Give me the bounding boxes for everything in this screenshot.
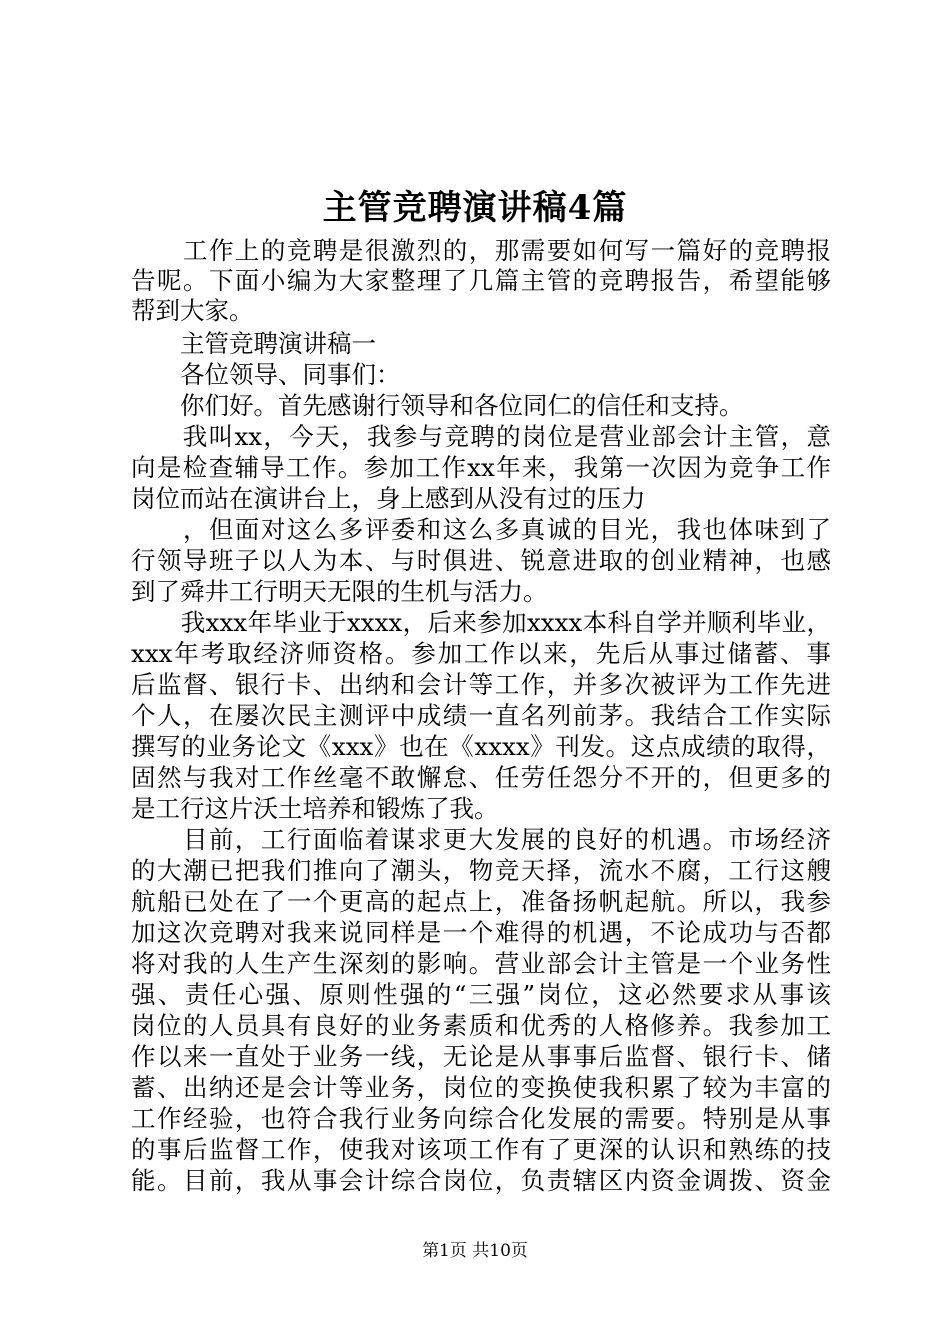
body-line: 能。目前，我从事会计综合岗位，负责辖区内资金调拨、资金 — [131, 1166, 831, 1195]
body-line: 你们好。首先感谢行领导和各位同仁的信任和支持。 — [131, 391, 744, 420]
body-line: 作以来一直处于业务一线，无论是从事事后监督、银行卡、储 — [131, 1042, 831, 1071]
body-line: 目前，工行面临着谋求更大发展的良好的机遇。市场经济 — [131, 825, 831, 854]
body-line: 告呢。下面小编为大家整理了几篇主管的竞聘报告，希望能够 — [131, 266, 831, 295]
body-line: 我叫xx，今天，我参与竞聘的岗位是营业部会计主管，意 — [131, 422, 831, 451]
body-line: 加这次竞聘对我来说同样是一个难得的机遇，不论成功与否都 — [131, 918, 831, 947]
document-title: 主管竞聘演讲稿4篇 — [322, 188, 628, 228]
body-line: 工作经验，也符合我行业务向综合化发展的需要。特别是从事 — [131, 1104, 831, 1133]
body-line: 后监督、银行卡、出纳和会计等工作，并多次被评为工作先进 — [131, 670, 831, 699]
body-line: 蓄、出纳还是会计等业务，岗位的变换使我积累了较为丰富的 — [131, 1073, 831, 1102]
body-line: 我xxx年毕业于xxxx，后来参加xxxx本科自学并顺利毕业， — [131, 608, 831, 637]
body-line: ，但面对这么多评委和这么多真诚的目光，我也体味到了 — [131, 515, 831, 544]
page-number-footer: 第1页 共10页 — [422, 1241, 528, 1261]
body-line: 向是检查辅导工作。参加工作xx年来，我第一次因为竞争工作 — [131, 453, 831, 482]
body-line: 强、责任心强、原则性强的“三强”岗位，这必然要求从事该 — [131, 980, 831, 1009]
body-line: 航船已处在了一个更高的起点上，准备扬帆起航。所以，我参 — [131, 887, 831, 916]
body-line: 个人，在屡次民主测评中成绩一直名列前茅。我结合工作实际 — [131, 701, 831, 730]
body-line: 是工行这片沃土培养和锻炼了我。 — [131, 794, 499, 823]
body-line: 岗位而站在演讲台上，身上感到从没有过的压力 — [131, 484, 646, 513]
body-line: 撰写的业务论文《xxx》也在《xxxx》刊发。这点成绩的取得， — [131, 732, 831, 761]
body-line: 到了舜井工行明天无限的生机与活力。 — [131, 577, 548, 606]
body-line: 帮到大家。 — [131, 296, 254, 325]
body-line: 固然与我对工作丝毫不敢懈怠、任劳任怨分不开的，但更多的 — [131, 763, 831, 792]
body-line: 将对我的人生产生深刻的影响。营业部会计主管是一个业务性 — [131, 949, 831, 978]
body-line: 工作上的竞聘是很激烈的，那需要如何写一篇好的竞聘报 — [131, 236, 831, 265]
body-line: 各位领导、同事们： — [131, 360, 401, 389]
section-heading: 主管竞聘演讲稿一 — [131, 329, 376, 358]
body-line: 的大潮已把我们推向了潮头，物竞天择，流水不腐，工行这艘 — [131, 856, 831, 885]
body-line: 的事后监督工作，使我对该项工作有了更深的认识和熟练的技 — [131, 1135, 831, 1164]
body-line: 岗位的人员具有良好的业务素质和优秀的人格修养。我参加工 — [131, 1011, 831, 1040]
body-line: xxx年考取经济师资格。参加工作以来，先后从事过储蓄、事 — [131, 639, 831, 668]
body-line: 行领导班子以人为本、与时俱进、锐意进取的创业精神，也感 — [131, 546, 831, 575]
